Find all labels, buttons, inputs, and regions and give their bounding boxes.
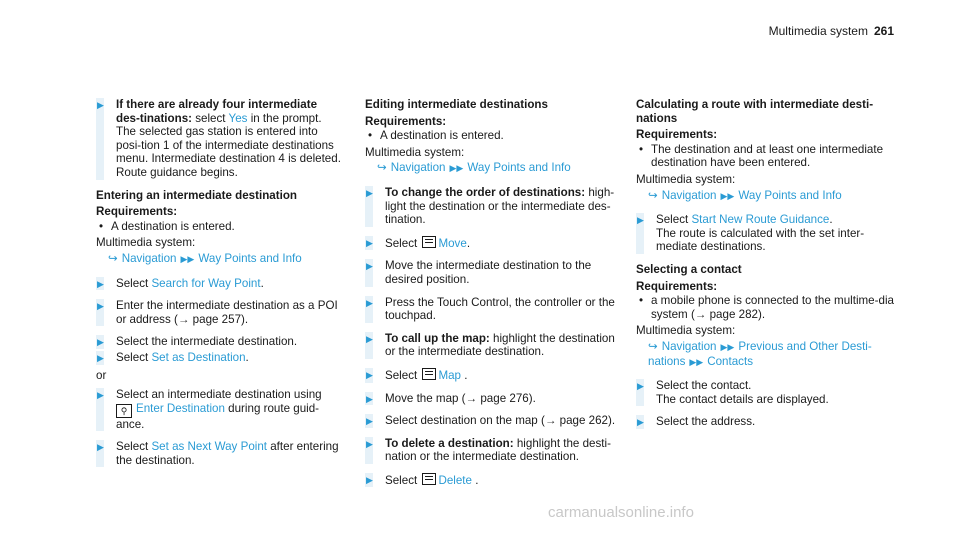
step: ▶ To call up the map: highlight the destination or the intermediate destination. [366, 331, 615, 359]
section-heading: Selecting a contact [636, 262, 742, 276]
play-arrow-icon: ▶ [366, 187, 373, 198]
play-arrow-icon: ▶ [97, 442, 104, 453]
list-item: • a mobile phone is connected to the multime-dia system (→ page 282). [639, 294, 894, 321]
yes-option[interactable]: Yes [228, 111, 248, 125]
header-title: Multimedia system [768, 24, 868, 38]
double-chevron-icon: ▶▶ [180, 253, 195, 264]
step: ▶ Select an intermediate destination using ⚲ Enter Destination during route guid-ance. [97, 388, 322, 431]
double-chevron-icon: ▶▶ [449, 163, 464, 174]
step: ▶ Select destination on the map (→ page 262). [366, 414, 616, 428]
step: ▶ Select Map . [366, 368, 468, 382]
step: ▶ Select the address. [637, 415, 756, 429]
step: ▶ If there are already four intermediate des-tinations: select Yes in the prompt. The selected gas station is entered into posi-tion 1 of the intermediate destinations menu. Intermediate destination 4 is deleted. Route guidance begins. [97, 98, 341, 179]
list-item: • A destination is entered. [99, 219, 235, 233]
play-arrow-icon: ▶ [366, 237, 373, 248]
step: ▶ Enter the intermediate destination as a POI or address (→ page 257). [97, 299, 338, 326]
step: ▶ Select Move. [366, 236, 471, 250]
hook-arrow-icon: ↪ [377, 161, 387, 175]
step: ▶ Select the intermediate destination. [97, 335, 298, 349]
section-heading: Editing intermediate destinations [365, 98, 548, 111]
play-arrow-icon: ▶ [366, 297, 373, 308]
play-arrow-icon: ▶ [637, 215, 644, 226]
menu-path: ↪ Navigation ▶▶ Way Points and Info [377, 161, 571, 175]
step: ▶ Select Set as Destination. [97, 350, 249, 364]
play-arrow-icon: ▶ [637, 381, 644, 392]
section-heading: Entering an intermediate destination [96, 188, 297, 202]
step: ▶ To delete a destination: highlight the desti-nation or the intermediate destination. [366, 436, 611, 464]
section-heading: Calculating a route with intermediate desti-nations [636, 98, 874, 125]
start-new-route-guidance-option[interactable]: Start New Route Guidance [691, 213, 830, 227]
step: ▶ To change the order of destinations: high-light the destination or the intermediate des-tination. [366, 185, 615, 227]
double-chevron-icon: ▶▶ [720, 341, 735, 352]
hook-arrow-icon: ↪ [108, 251, 118, 265]
set-as-destination-option[interactable]: Set as Destination [151, 350, 246, 364]
play-arrow-icon: ▶ [637, 417, 644, 428]
play-arrow-icon: ▶ [366, 393, 373, 404]
step: ▶ Select Set as Next Way Point after entering the destination. [97, 440, 339, 467]
play-arrow-icon: ▶ [366, 369, 373, 380]
list-item: • A destination is entered. [368, 129, 504, 143]
play-arrow-icon: ▶ [366, 333, 373, 344]
step: ▶ Select Search for Way Point. [97, 276, 264, 290]
double-chevron-icon: ▶▶ [689, 356, 704, 367]
move-option[interactable]: Move [438, 236, 467, 250]
menu-icon [422, 473, 436, 485]
column-3: Calculating a route with intermediate desti-nations Requirements: • The destination and at least one intermediate destination have been entered. Multimedia system: ↪ Navigation ▶▶ Way Points and Info ▶ Select Start New Route Guidance. The route is calculated with the set inter-mediate destinations. Selecting a contact Requirements: • a mobile phone is connected to the multime-dia system (→ page 282). Multimedia system: ↪ Navigation ▶▶ Previous and Other Desti-nations ▶▶ Contacts ▶ Select the contact. The contact details are displayed. ▶ Select the address. [636, 98, 894, 429]
page-header [769, 24, 894, 38]
set-as-next-way-point-option[interactable]: Set as Next Way Point [151, 440, 268, 454]
watermark: carmanualsonline.info [548, 504, 694, 521]
play-arrow-icon: ▶ [97, 390, 104, 401]
search-icon: ⚲ [116, 404, 132, 418]
play-arrow-icon: ▶ [97, 301, 104, 312]
list-item: • The destination and at least one intermediate destination have been entered. [639, 142, 884, 170]
double-chevron-icon: ▶▶ [720, 190, 735, 201]
column-2: Editing intermediate destinations Requirements: • A destination is entered. Multimedia system: ↪ Navigation ▶▶ Way Points and Info ▶ To change the order of destinations: high-light the destination or the intermediate des-tination. ▶ Select Move. ▶ Move the intermediate destination to the desired position. ▶ Press the Touch Control, the controller or the touchpad. ▶ To call up the map: highlight the destination or the intermediate destination. ▶ Select Map . ▶ Move the map (→ page 276). ▶ Select destination on the map (→ page 262). ▶ To delete a destination: highlight the desti-nation or the intermediate destination. ▶ Select Delete . [365, 98, 621, 496]
step: ▶ Select the contact. The contact details are displayed. [637, 379, 829, 406]
play-arrow-icon: ▶ [97, 337, 104, 348]
step: ▶ Select Delete . [366, 473, 479, 487]
play-arrow-icon: ▶ [366, 474, 373, 485]
menu-path: ↪ Navigation ▶▶ Way Points and Info [648, 188, 842, 202]
hook-arrow-icon: ↪ [648, 188, 658, 202]
play-arrow-icon: ▶ [366, 438, 373, 449]
enter-destination-option[interactable]: Enter Destination [136, 401, 225, 415]
step: ▶ Select Start New Route Guidance. The route is calculated with the set inter-mediate destinations. [637, 213, 865, 254]
search-for-way-point-option[interactable]: Search for Way Point [151, 276, 261, 290]
play-arrow-icon: ▶ [366, 416, 373, 427]
play-arrow-icon: ▶ [97, 278, 104, 289]
map-option[interactable]: Map [438, 368, 462, 382]
step: ▶ Move the intermediate destination to the desired position. [366, 259, 592, 286]
menu-icon [422, 368, 436, 380]
play-arrow-icon: ▶ [366, 261, 373, 272]
hook-arrow-icon: ↪ [648, 339, 658, 353]
delete-option[interactable]: Delete [438, 473, 472, 487]
page-number: 261 [873, 24, 894, 38]
menu-icon [422, 236, 436, 248]
menu-path: ↪ Navigation ▶▶ Way Points and Info [108, 251, 302, 265]
menu-path: ↪ Navigation ▶▶ Previous and Other Desti-nations ▶▶ Contacts [648, 339, 872, 368]
step: ▶ Press the Touch Control, the controller or the touchpad. [366, 295, 615, 323]
play-arrow-icon: ▶ [97, 352, 104, 363]
step: ▶ Move the map (→ page 276). [366, 391, 536, 405]
play-arrow-icon: ▶ [97, 100, 104, 110]
column-1: ▶ If there are already four intermediate des-tinations: select Yes in the prompt. The selected gas station is entered into posi-tion 1 of the intermediate destinations menu. Intermediate destination 4 is deleted. Route guidance begins. Entering an intermediate destination Requirements: • A destination is entered. Multimedia system: ↪ Navigation ▶▶ Way Points and Info ▶ Select Search for Way Point. ▶ Enter the intermediate destination as a POI or address (→ page 257). ▶ Select the intermediate destination. ▶ Select Set as Destination. or ▶ Select an intermediate destination using ⚲ Enter Destination during route guid-ance. ▶ Select Set as Next Way Point after entering the destination. [96, 98, 344, 476]
